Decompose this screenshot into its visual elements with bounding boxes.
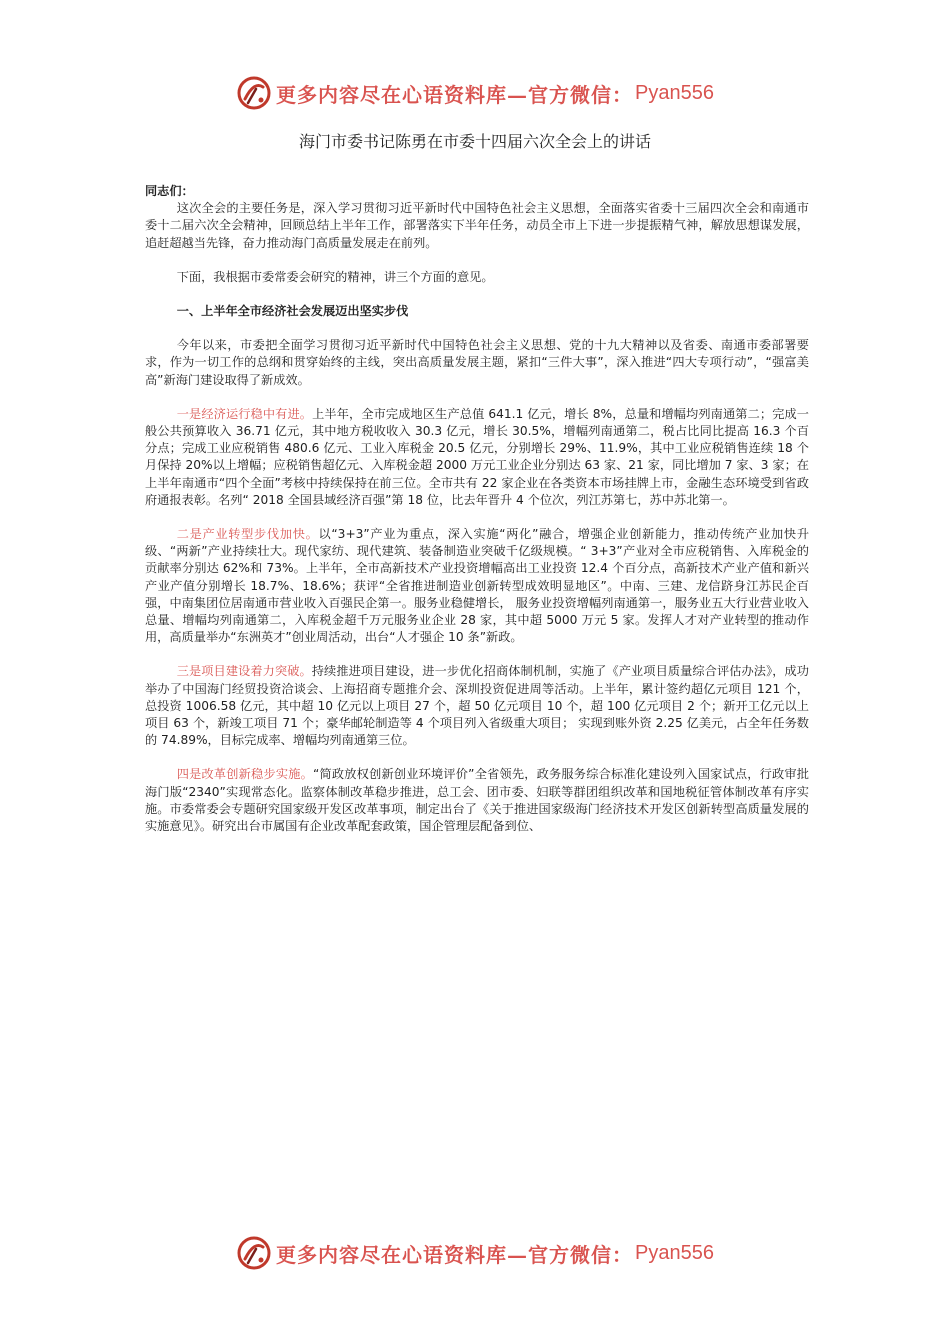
logo-icon [236,1235,272,1271]
section-opening: 今年以来，市委把全面学习贯彻习近平新时代中国特色社会主义思想、党的十九大精神以及省委、南通市委部署要求，作为一切工作的总纲和贯穿始终的主线，突出高质量发展主题，紧扣“三件大事”，深入推进“四大专项行动”，“强富美高”新海门建设取得了新成效。 [145,338,809,387]
banner-wechat-id: Pyan556 [635,81,714,104]
footer-banner [0,1233,950,1273]
point-lead: 四是改革创新稳步实施。 [176,767,313,782]
banner-text: 更多内容尽在心语资料库—官方微信： [276,1242,634,1267]
logo-icon [236,75,272,111]
banner-wechat-id: Pyan556 [635,1241,714,1264]
header-banner [0,73,950,113]
point-body: 上半年，全市完成地区生产总值 641.1 亿元，增长 8%，总量和增幅均列南通第二；完成一般公共预算收入 36.71 亿元，其中地方税收收入 30.3 亿元，增长 30.5%，增幅列南通第二，税占比同比提高 16.3 个百分点；完成工业应税销售 480.6 亿元、工业入库税金 20.5 亿元，分别增长 29%、11.9%，其中工业应税销售连续 18 个月保持 20%以上增幅；应税销售超亿元、入库税金超 2000 万元工业企业分别达 63 家、21 家，同比增加 7 家、3 家；在上半年南通市“四个全面”考核中持续保持在前三位。全市共有 22 家企业在各类资本市场挂牌上市，金融生态环境受到省政府通报表彰。名列“ 2018 全国县域经济百强”第 18 位，比去年晋升 4 个位次，列江苏第七，苏中苏北第一。 [145,406,809,507]
point-lead: 二是产业转型步伐加快。 [176,527,319,542]
intro-paragraph: 这次全会的主要任务是，深入学习贯彻习近平新时代中国特色社会主义思想，全面落实省委十三届四次全会和南通市委十二届六次全会精神，回顾总结上半年工作，部署落实下半年任务，动员全市上下进一步提振精气神，解放思想谋发展，追赶超越当先锋，奋力推动海门高质量发展走在前列。 [145,201,809,250]
point-paragraph [145,406,809,509]
point-body: “简政放权创新创业环境评价”全省领先，政务服务综合标准化建设列入国家试点，行政审批海门版“2340”实现常态化。监察体制改革稳步推进，总工会、团市委、妇联等群团组织改革和国地税征管体制改革有序实施。市委常委会专题研究国家级开发区改革事项，制定出台了《关于推进国家级海门经济技术开发区创新转型高质量发展的实施意见》。研究出台市属国有企业改革配套政策，国企管理层配备到位、 [145,767,809,834]
banner-text: 更多内容尽在心语资料库—官方微信： [276,82,634,107]
section-heading: 一、上半年全市经济社会发展迈出坚实步伐 [176,304,409,319]
point-body: 以“3+3”产业为重点，深入实施“两化”融合，增强企业创新能力，推动传统产业加快升级、“两新”产业持续壮大。现代家纺、现代建筑、装备制造业突破千亿级规模。“ 3+3”产业对全市应税销售、入库税金的贡献率分别达 62%和 73%。上半年，全市高新技术产业投资增幅高出工业投资 12.4 个百分点，高新技术产业产值和新兴产业产值分别增长 18.7%、18.6%；获评“全省推进制造业创新转型成效明显地区”。中南、三建、龙信跻身江苏民企百强，中南集团位居南通市营业收入百强民企第一。服务业稳健增长， 服务业投资增幅列南通第一，服务业五大行业营业收入总量、增幅均列南通第二，入库税金超千万元服务业企业 28 家，其中超 5000 万元 5 家。发挥人才对产业转型的推动作用，高质量举办“东洲英才”创业周活动，出台“人才强企 10 条”新政。 [145,527,810,645]
point-lead: 一是经济运行稳中有进。 [176,406,313,421]
greeting: 同志们： [145,184,194,198]
point-paragraph [145,663,809,749]
page-title: 海门市委书记陈勇在市委十四届六次全会上的讲话 [298,132,651,151]
point-body: 持续推进项目建设，进一步优化招商体制机制，实施了《产业项目质量综合评估办法》，成功举办了中国海门经贸投资洽谈会、上海招商专题推介会、深圳投资促进周等活动。上半年，累计签约超亿元项目 121 个，总投资 1006.58 亿元，其中超 10 亿元以上项目 27 个，超 50 亿元项目 10 个，超 100 亿元项目 2 个；新开工亿元以上项目 63 个，新竣工项目 71 个；豪华邮轮制造等 4 个项目列入省级重大项目； 实现到账外资 2.25 亿美元，占全年任务数的 74.89%，目标完成率、增幅均列南通第三位。 [145,664,809,748]
transition-paragraph: 下面，我根据市委常委会研究的精神，讲三个方面的意见。 [176,269,494,284]
document-body [145,183,809,835]
point-lead: 三是项目建设着力突破。 [176,664,312,679]
point-paragraph [145,766,809,835]
point-paragraph [145,526,809,646]
